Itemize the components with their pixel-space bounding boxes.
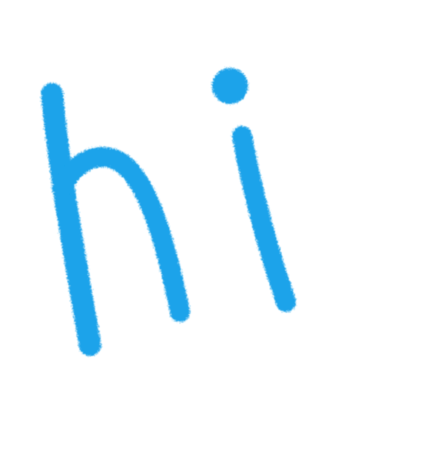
letter-i-dot bbox=[212, 68, 248, 104]
letter-i-stem bbox=[242, 136, 286, 302]
letter-h-stem bbox=[52, 94, 90, 345]
